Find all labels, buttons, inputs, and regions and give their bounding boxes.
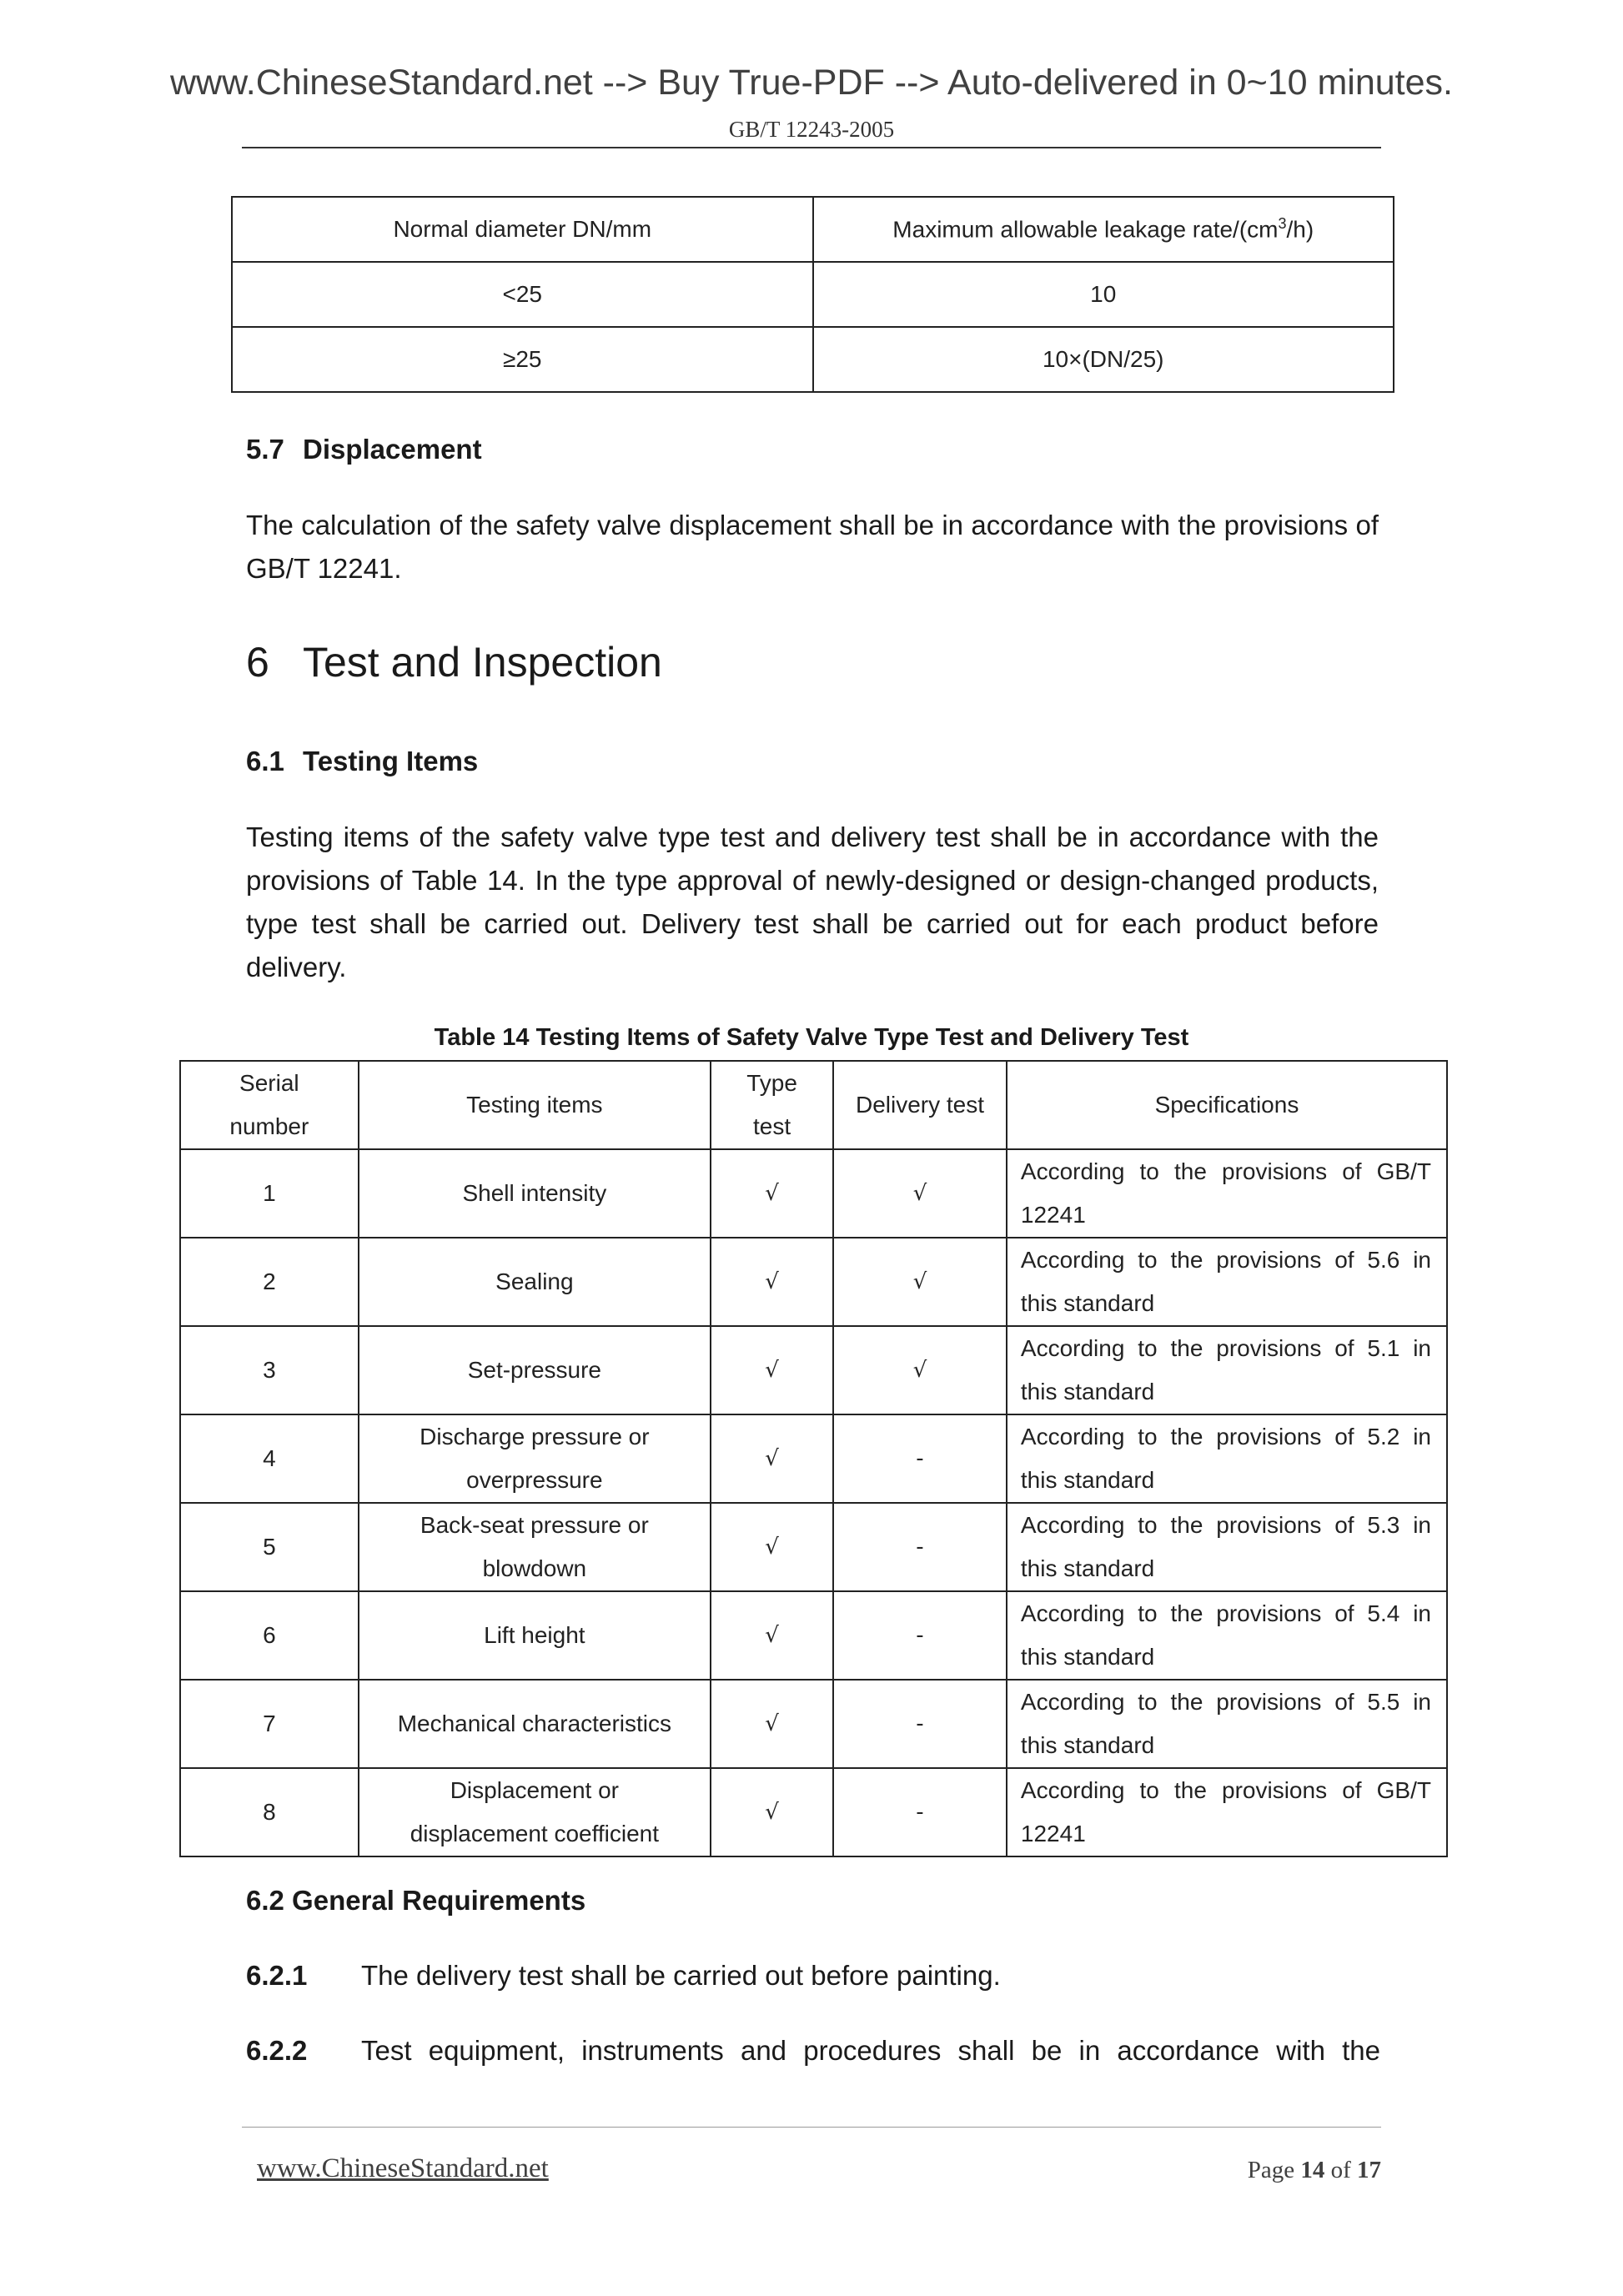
purchase-banner[interactable]: www.ChineseStandard.net --> Buy True-PDF --> Auto-delivered in 0~10 minutes. [169,63,1453,103]
col-header-item: Testing items [359,1061,711,1149]
page-label: Page [1247,2157,1295,2183]
item-line1: Shell intensity [462,1180,607,1206]
item-line2: overpressure [466,1467,603,1493]
col-header-delivery: Delivery test [833,1061,1007,1149]
table-caption: Table 14 Testing Items of Safety Valve Type Test and Delivery Test [434,1024,1189,1051]
type-check-mark: √ [711,1591,833,1680]
table-row [180,1591,1447,1680]
section-5-7-paragraph: The calculation of the safety valve displacement shall be in accordance with the provisions of GB/T 12241. [246,510,1379,584]
delivery-check-mark: √ [833,1238,1007,1326]
table-row [180,1326,1447,1414]
page-indicator [1248,2157,1381,2184]
col-header-leakage-prefix: Maximum allowable leakage rate/(cm [892,216,1279,243]
diameter-cell: ≥25 [232,327,813,392]
header-divider [242,147,1381,148]
item-cell [359,1238,711,1326]
leakage-cell: 10 [813,262,1394,327]
serial-cell: 4 [180,1414,359,1503]
section-number: 5.7 [246,434,284,465]
serial-cell: 6 [180,1591,359,1680]
col-header-leakage-suffix: /h) [1286,216,1314,243]
standard-code: GB/T 12243-2005 [728,117,895,142]
serial-cell: 1 [180,1149,359,1238]
chapter-heading-6 [246,638,662,686]
spec-cell: According to the provisions of 5.3 in this standard [1007,1503,1447,1591]
spec-cell: According to the provisions of 5.1 in this standard [1007,1326,1447,1414]
delivery-check-mark: √ [833,1149,1007,1238]
section-title: Displacement [303,434,482,465]
col-header-spec: Specifications [1007,1061,1447,1149]
clause-number: 6.2.1 [246,1960,308,1991]
item-line2: displacement coefficient [410,1821,660,1846]
col-header-leakage-sup: 3 [1278,215,1287,233]
table-row [180,1503,1447,1591]
type-check-mark: √ [711,1768,833,1856]
section-6-1-paragraph: Testing items of the safety valve type test and delivery test shall be in accordance with the provisions of Table 14. In the type approval of newly-designed or design-changed products, type test shall be carried out. Delivery test shall be carried out for each product before delivery. [246,821,1379,982]
serial-cell: 7 [180,1680,359,1768]
item-line1: Sealing [495,1269,574,1294]
type-check-mark: √ [711,1149,833,1238]
item-line1: Mechanical characteristics [397,1711,672,1736]
table-row [180,1680,1447,1768]
col-header-serial-line1: Serial [239,1070,299,1096]
item-line2: blowdown [482,1555,587,1581]
item-cell [359,1326,711,1414]
col-header-serial-line2: number [229,1113,309,1139]
type-check-mark: √ [711,1238,833,1326]
col-header-serial [180,1061,359,1149]
item-line1: Displacement or [450,1777,620,1803]
delivery-dash-mark: - [833,1591,1007,1680]
spec-cell: According to the provisions of 5.2 in this standard [1007,1414,1447,1503]
spec-cell: According to the provisions of GB/T 12241 [1007,1768,1447,1856]
item-line1: Back-seat pressure or [420,1512,649,1538]
section-heading-6-1 [246,746,478,777]
section-number: 6.2 [246,1885,284,1916]
item-line1: Discharge pressure or [420,1424,650,1449]
type-check-mark: √ [711,1414,833,1503]
table-row [180,1149,1447,1238]
footer-site-link[interactable]: www.ChineseStandard.net [257,2153,549,2183]
spec-cell: According to the provisions of 5.6 in this standard [1007,1238,1447,1326]
item-cell [359,1680,711,1768]
delivery-dash-mark: - [833,1768,1007,1856]
type-check-mark: √ [711,1326,833,1414]
spec-cell: According to the provisions of 5.5 in this standard [1007,1680,1447,1768]
type-check-mark: √ [711,1503,833,1591]
clause-number: 6.2.2 [246,2035,308,2066]
clause-6-2-1 [246,1960,1380,1992]
table-header-row [232,197,1394,262]
table-header-row [180,1061,1447,1149]
leakage-cell: 10×(DN/25) [813,327,1394,392]
table-row [232,262,1394,327]
section-heading-5-7 [246,434,482,465]
serial-cell: 2 [180,1238,359,1326]
item-cell [359,1768,711,1856]
item-line1: Lift height [484,1622,585,1648]
section-title: Testing Items [303,746,479,776]
item-cell [359,1591,711,1680]
page-total: 17 [1357,2157,1381,2183]
page-of: of [1330,2157,1351,2183]
delivery-dash-mark: - [833,1503,1007,1591]
item-line1: Set-pressure [467,1357,601,1383]
col-header-type-line2: test [752,1113,791,1139]
clause-6-2-2 [246,2035,1380,2067]
delivery-dash-mark: - [833,1680,1007,1768]
col-header-diameter: Normal diameter DN/mm [232,197,813,262]
spec-cell: According to the provisions of 5.4 in this standard [1007,1591,1447,1680]
table-row [180,1238,1447,1326]
chapter-title: Test and Inspection [303,639,662,686]
testing-items-table [179,1060,1448,1857]
chapter-number: 6 [246,639,269,686]
item-cell [359,1503,711,1591]
footer-divider [242,2127,1381,2128]
type-check-mark: √ [711,1680,833,1768]
item-cell [359,1149,711,1238]
diameter-cell: <25 [232,262,813,327]
serial-cell: 8 [180,1768,359,1856]
table-row [180,1768,1447,1856]
col-header-type-line1: Type [746,1070,797,1096]
spec-cell: According to the provisions of GB/T 12241 [1007,1149,1447,1238]
section-number: 6.1 [246,746,284,776]
clause-text: The delivery test shall be carried out before painting. [361,1960,1001,1991]
col-header-type [711,1061,833,1149]
delivery-check-mark: √ [833,1326,1007,1414]
serial-cell: 5 [180,1503,359,1591]
delivery-dash-mark: - [833,1414,1007,1503]
page-current: 14 [1300,2157,1325,2183]
table-row [180,1414,1447,1503]
section-heading-6-2 [246,1885,585,1917]
clause-text: Test equipment, instruments and procedures shall be in accordance with the [361,2035,1380,2066]
col-header-leakage [813,197,1394,262]
serial-cell: 3 [180,1326,359,1414]
section-title: General Requirements [292,1885,586,1916]
item-cell [359,1414,711,1503]
table-row [232,327,1394,392]
leakage-rate-table [231,196,1394,393]
